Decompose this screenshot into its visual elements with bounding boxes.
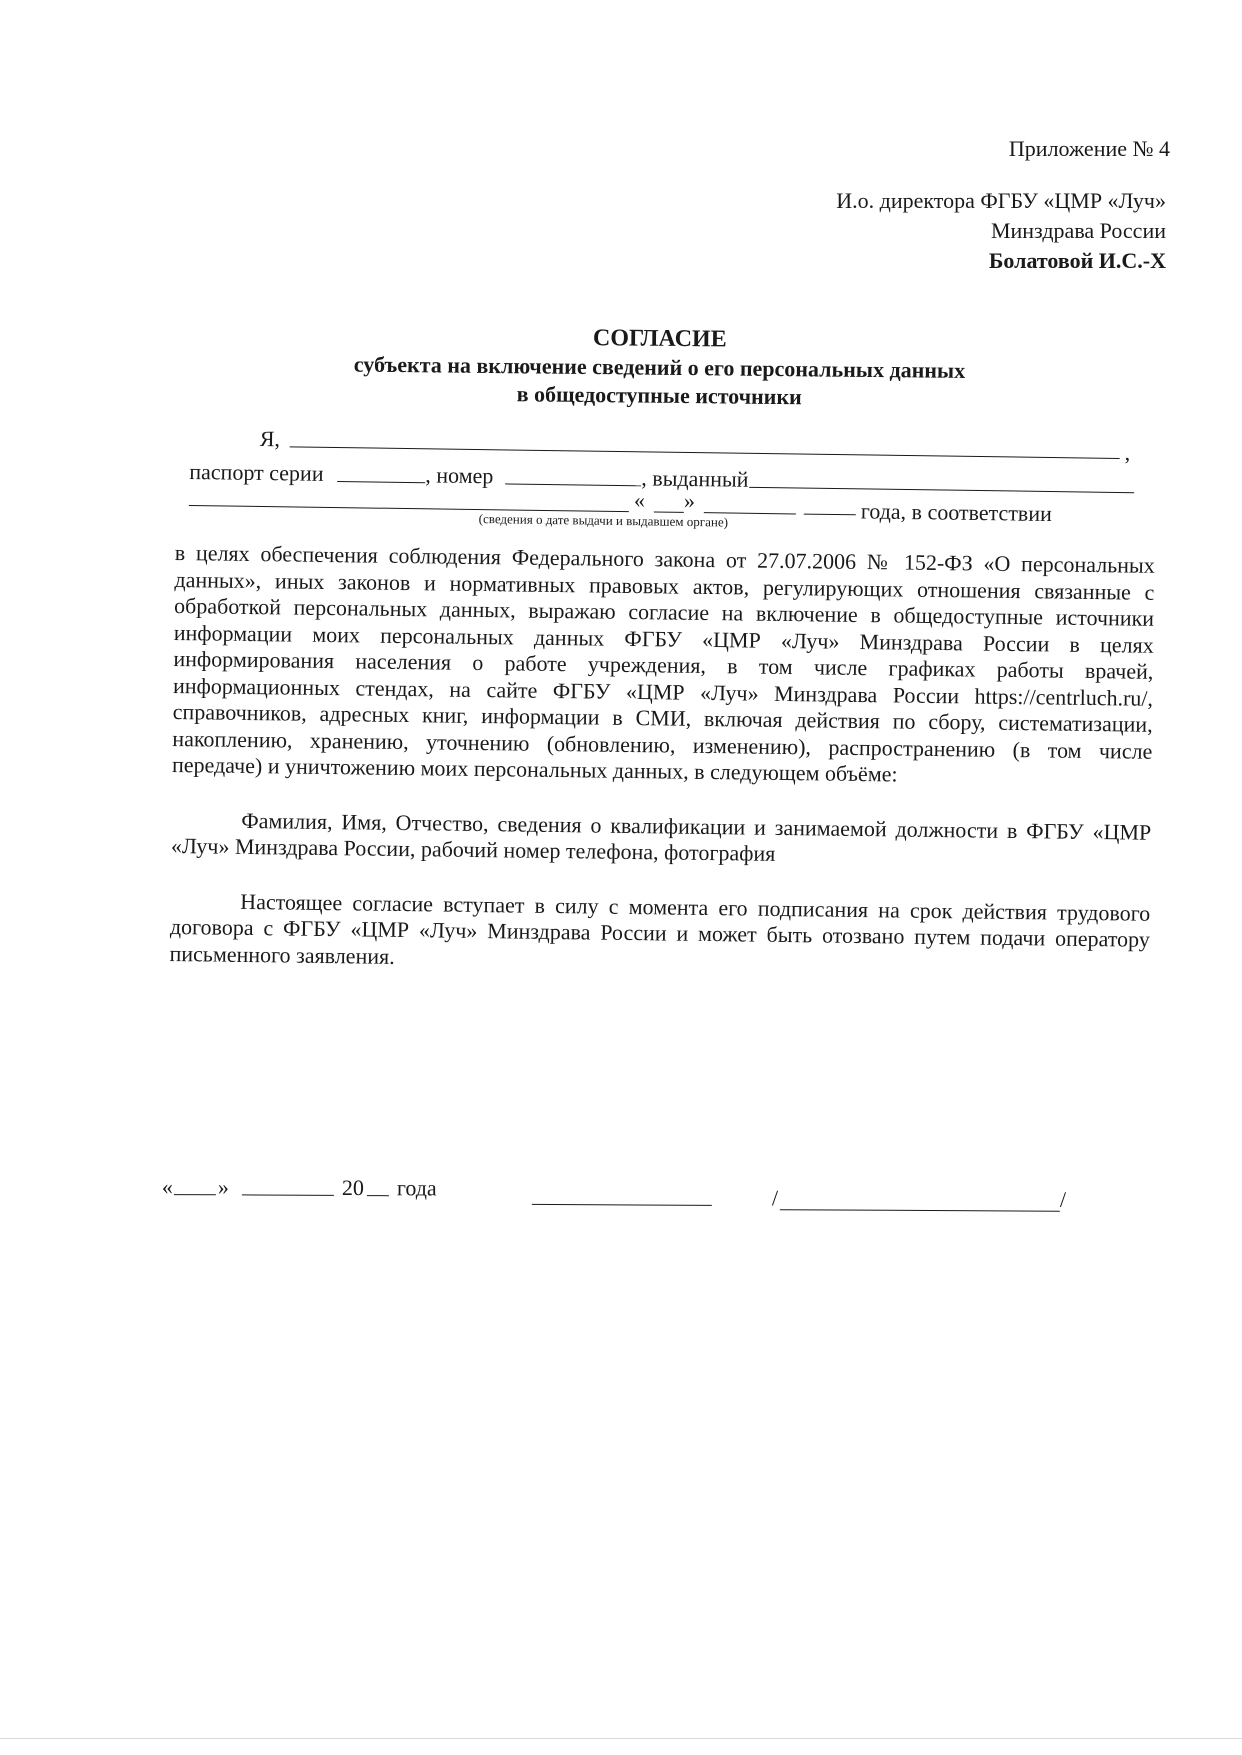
- consent-body: [169, 540, 1155, 980]
- sign-year-field[interactable]: [367, 1175, 389, 1196]
- issue-date-open-quote: «: [633, 487, 646, 513]
- year-accordance-text: года, в соответствии: [860, 498, 1053, 527]
- issued-label: , выданный: [641, 465, 749, 492]
- signature-slash-right: /: [1059, 1186, 1067, 1212]
- issue-year-field[interactable]: [804, 494, 856, 516]
- issue-date-close-quote: »: [683, 487, 696, 514]
- addressee-name: Болатовой И.С.-Х: [988, 248, 1166, 273]
- issue-note: (сведения о дате выдачи и выдавшем органе): [478, 511, 729, 530]
- addressee-position: И.о. директора ФГБУ «ЦМР «Луч»: [836, 188, 1166, 213]
- consent-paragraph-2: Фамилия, Имя, Отчество, сведения о квалификации и занимаемой должности в ФГБУ «ЦМР «Луч» Минздрава России, рабочий номер телефона, фотография: [170, 807, 1152, 866]
- sign-year-prefix: 20: [341, 1174, 364, 1201]
- addressee-block: [836, 186, 1166, 276]
- passport-number-label: , номер: [425, 462, 494, 489]
- issue-month-field[interactable]: [704, 492, 796, 514]
- document-title: СОГЛАСИЕ: [592, 325, 727, 353]
- sign-year-suffix: года: [396, 1175, 437, 1201]
- document-subtitle-line1: субъекта на включение сведений о его персональных данных: [353, 351, 966, 383]
- signature-field[interactable]: [532, 1184, 712, 1206]
- scan-edge-divider: [0, 1738, 1242, 1739]
- title-block: [299, 320, 1020, 414]
- sign-day-field[interactable]: [174, 1174, 216, 1195]
- document-subtitle-line2: в общедоступные источники: [516, 381, 802, 410]
- issue-day-field[interactable]: [654, 491, 684, 512]
- passport-number-field[interactable]: [505, 463, 641, 486]
- signature-slash-left: /: [771, 1185, 779, 1211]
- passport-series-field[interactable]: [337, 461, 425, 483]
- signature-row: [162, 1174, 1122, 1219]
- form-row-issue: [189, 487, 1149, 540]
- personal-data-form: [189, 425, 1150, 540]
- annex-label: Приложение № 4: [1008, 136, 1170, 161]
- addressee-ministry: Минздрава России: [990, 218, 1166, 243]
- name-comma: ,: [1124, 440, 1131, 466]
- issued-by-field[interactable]: [749, 467, 1134, 493]
- passport-series-label: паспорт серии: [189, 458, 324, 486]
- full-name-field[interactable]: [290, 426, 1120, 459]
- sign-date-close-quote: »: [217, 1174, 229, 1200]
- sign-month-field[interactable]: [242, 1174, 334, 1195]
- ya-label: Я,: [259, 425, 281, 452]
- sign-date-open-quote: «: [161, 1174, 173, 1200]
- consent-paragraph-3: Настоящее согласие вступает в силу с момента его подписания на срок действия трудового договора с ФГБУ «ЦМР «Луч» Минздрава России и может быть отозвано путем подачи оператору письменного заявления.: [169, 888, 1151, 969]
- consent-paragraph-1: в целях обеспечения соблюдения Федерального закона от 27.07.2006 № 152-ФЗ «О персональных данных», иных законов и нормативных правовых актов, регулирующих отношения связанные с обработкой персональных данных, выражаю согласие на включение в общедоступные источники информации моих персональных данных ФГБУ «ЦМР «Луч» Минздрава России в целях информирования населения о работе учреждения, в том числе графиках работы врачей, информационных стендах, на сайте ФГБУ «ЦМР «Луч» Минздрава России https://centrluch.ru/, справочников, адресных книг, информации в СМИ, включая действия по сбору, систематизации, накоплению, хранению, уточнению (обновлению, изменению), распространению (в том числе передаче) и уничтожению моих персональных данных, в следующем объёме:: [171, 540, 1155, 787]
- signature-decryption-field[interactable]: [780, 1189, 1060, 1211]
